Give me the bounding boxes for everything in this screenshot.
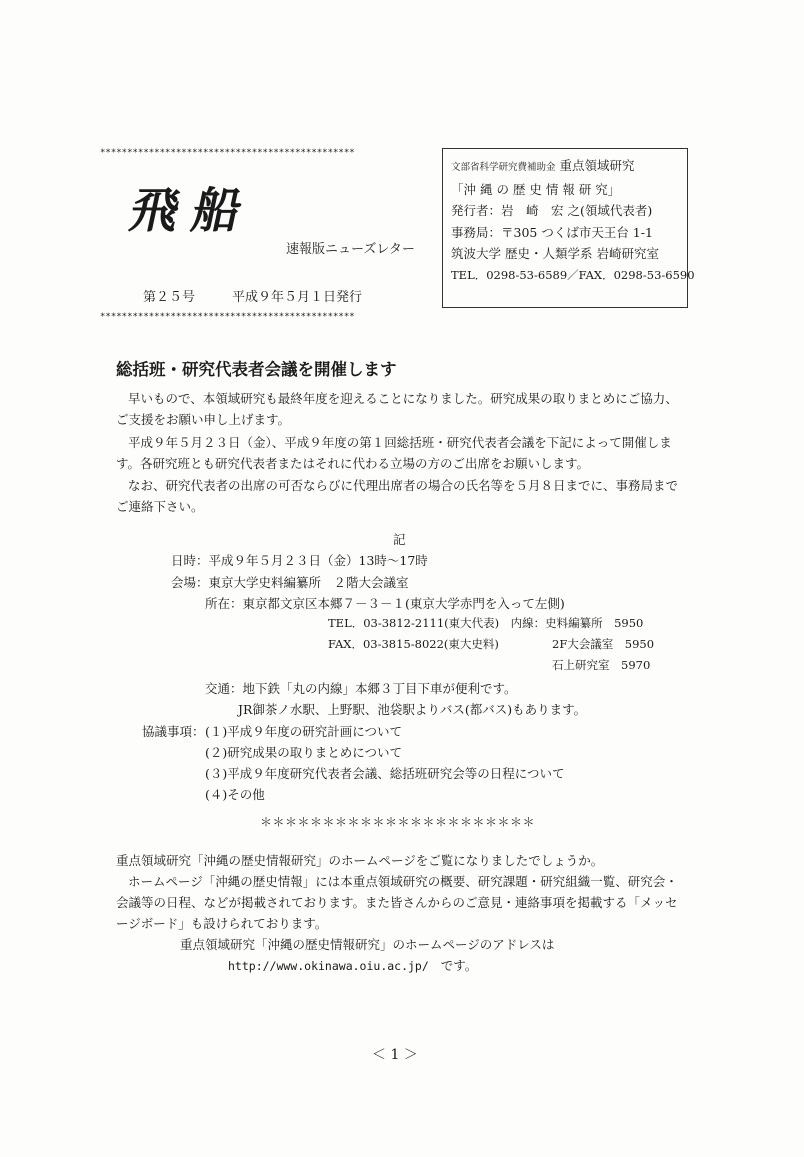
notice-agenda-item-4: (４)その他 (205, 787, 265, 802)
notice-ext-lab: 石上研究室 5970 (552, 658, 651, 672)
page-number: ＜ 1 ＞ (372, 1047, 418, 1063)
notice-access-subway: 交通：地下鉄「丸の内線」本郷３丁目下車が便利です。 (205, 681, 517, 696)
header-stars-bottom: *********************************************** (100, 312, 355, 322)
notice-ext-conference-room: 2F大会議室 5950 (552, 637, 655, 651)
infobox-project-type: 重点領域研究 (559, 158, 635, 173)
notice-ki: 記 (393, 532, 406, 547)
homepage-url-suffix: です。 (440, 958, 478, 973)
infobox-contact: TEL．0298-53-6589／FAX．0298-53-6590 (451, 267, 695, 282)
homepage-para2-line1: ホームページ「沖縄の歴史情報」には本重点領域研究の概要、研究課題・研究組織一覧、研究会・ (128, 874, 678, 889)
infobox-publisher: 発行者：岩 崎 宏 之(領域代表者) (451, 203, 653, 218)
notice-datetime: 日時：平成９年５月２３日（金）13時～17時 (171, 553, 428, 568)
header-stars-top: *********************************************** (100, 148, 355, 158)
article-para1-line1: 早いもので、本領域研究も最終年度を迎えることになりました。研究成果の取りまとめにご協力、 (128, 391, 678, 406)
newsletter-subtitle: 速報版ニューズレター (286, 242, 415, 257)
article-para2-line1: 平成９年５月２３日（金）、平成９年度の第１回総括班・研究代表者会議を下記によって開催しま (128, 435, 672, 450)
article-heading: 総括班・研究代表者会議を開催します (116, 360, 397, 379)
infobox-lab: 筑波大学 歴史・人類学系 岩崎研究室 (451, 246, 659, 261)
article-para2-line2: す。各研究班とも研究代表者またはそれに代わる立場の方のご出席をお願いします。 (116, 456, 590, 471)
infobox-line-project (451, 155, 679, 179)
article-para1-line2: ご支援をお願い申し上げます。 (116, 412, 291, 427)
notice-venue: 会場：東京大学史料編纂所 ２階大会議室 (171, 575, 409, 590)
infobox-project-name: 「沖 縄 の 歴 史 情 報 研 究」 (451, 181, 621, 197)
homepage-url: http://www.okinawa.oiu.ac.jp/ (228, 959, 429, 973)
notice-address: 所在：東京都文京区本郷７－３－１(東京大学赤門を入って左側) (205, 596, 565, 611)
issue-date: 平成９年５月１日発行 (232, 290, 363, 305)
notice-tel: TEL．03-3812-2111(東大代表) 内線：史料編纂所 5950 (328, 616, 644, 630)
notice-agenda-label: 協議事項： (142, 724, 205, 739)
issue-number: 第２５号 (143, 290, 196, 305)
homepage-url-line (228, 955, 477, 977)
newsletter-title: 飛船 (125, 183, 262, 239)
infobox-grant-label: 文部省科学研究費補助金 (451, 162, 556, 173)
homepage-para3: 重点領域研究「沖縄の歴史情報研究」のホームページのアドレスは (180, 937, 555, 952)
section-separator: ＊＊＊＊＊＊＊＊＊＊＊＊＊＊＊＊＊＊＊＊＊＊ (260, 815, 536, 829)
article-para3-line1: なお、研究代表者の出席の可否ならびに代理出席者の場合の氏名等を５月８日までに、事務局まで (128, 478, 679, 493)
notice-agenda-item-1: (１)平成９年度の研究計画について (205, 724, 403, 739)
publisher-info-box (442, 148, 695, 308)
homepage-para2-line2: 会議等の日程、などが掲載されております。また皆さんからのご意見・連絡事項を掲載する「メッセ (116, 895, 678, 910)
notice-fax: FAX．03-3815-8022(東大史料) (328, 637, 499, 651)
homepage-para2-line3: ージボード」も設けられております。 (116, 916, 328, 931)
notice-access-bus: JR御茶ノ水駅、上野駅、池袋駅よりバス(都バス)もあります。 (238, 702, 587, 717)
homepage-para1: 重点領域研究「沖縄の歴史情報研究」のホームページをご覧になりましたでしょうか。 (116, 853, 604, 868)
notice-agenda-item-3: (３)平成９年度研究代表者会議、総括班研究会等の日程について (205, 766, 565, 781)
infobox-office: 事務局：〒305 つくば市天王台 1-1 (451, 224, 653, 240)
notice-agenda-item-2: (２)研究成果の取りまとめについて (205, 745, 403, 760)
article-para3-line2: ご連絡下さい。 (116, 499, 204, 514)
